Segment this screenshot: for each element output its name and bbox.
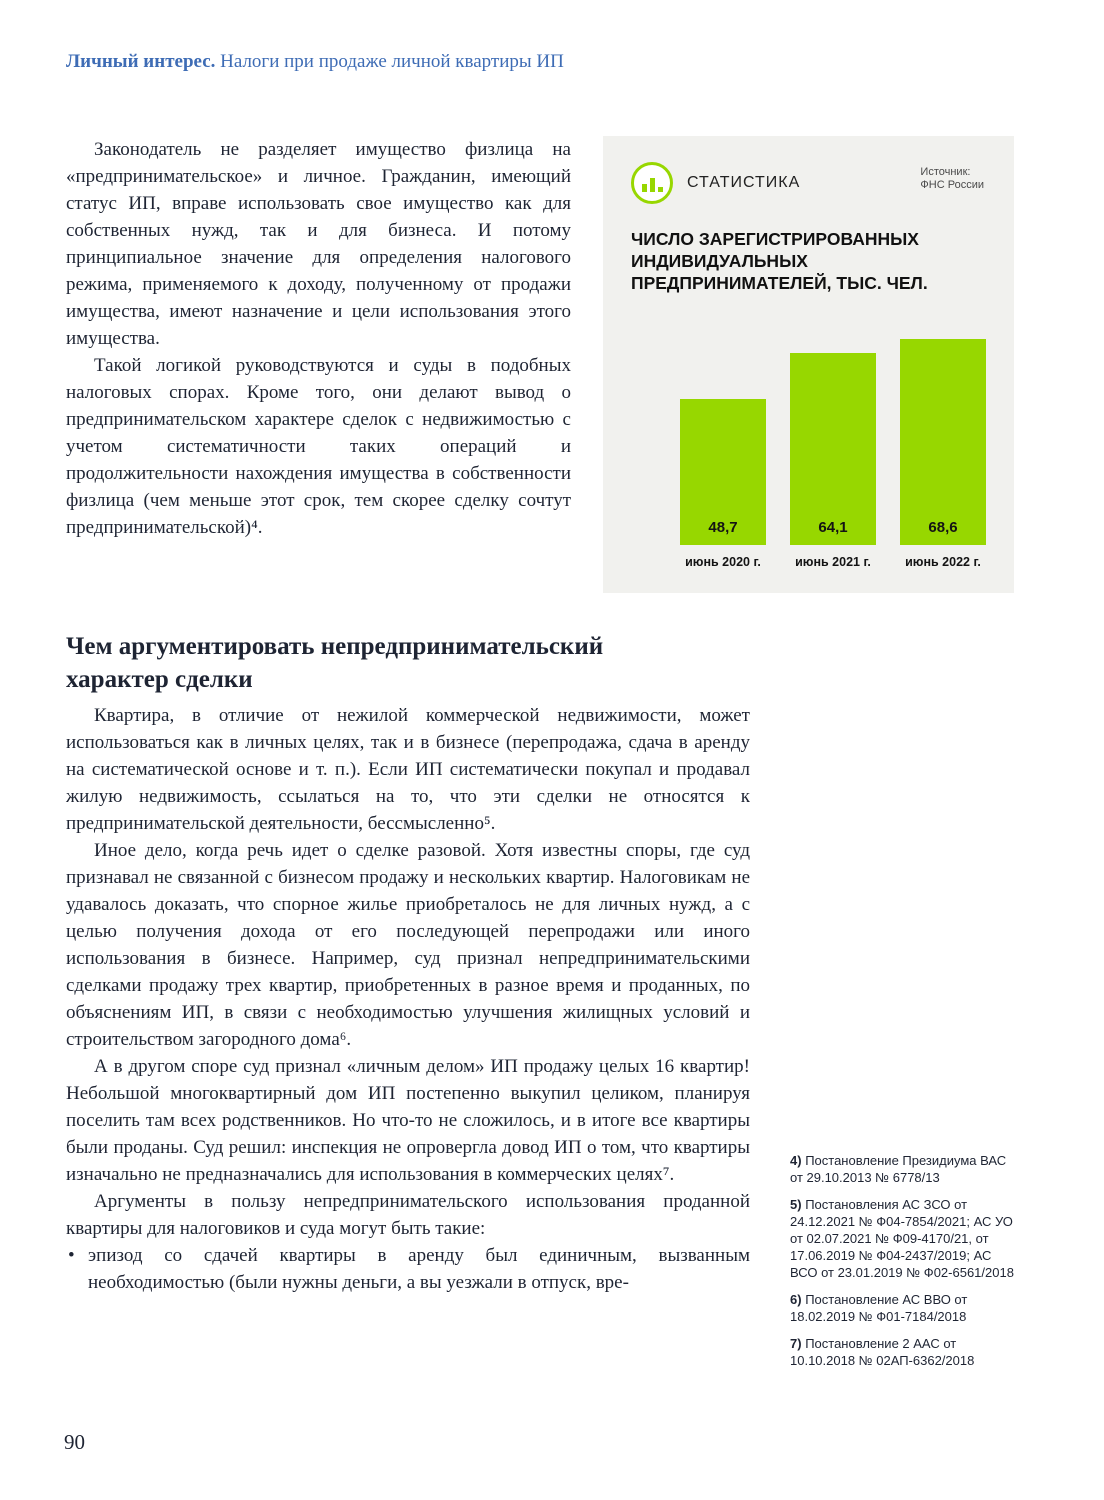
bar-chart-icon-dot [658,187,663,192]
body-paragraph: Квартира, в отличие от нежилой коммерческой недвижимости, может использоваться как в личных целях, так и в бизнесе (перепродажа, сдача в аренду на систематической основе и т. п.). Если ИП систематически покупал и продавал жилую недвижимость, ссылаться на то, что эти сделки не относятся к предпринимательской деятельности, бессмысленно⁵. [66,705,750,834]
footnote-text: Постановление 2 ААС от 10.10.2018 № 02АП-6362/2018 [790,1336,975,1368]
bar-value-label: 48,7 [708,519,738,536]
footnote [790,1196,1016,1281]
chart-category: июнь 2021 г. [795,555,871,569]
chart-bar [680,399,766,545]
footnote-number: 4) [790,1153,802,1168]
footnote-number: 7) [790,1336,802,1351]
statistics-box [603,136,1014,593]
rubric-label: Личный интерес. [66,51,216,72]
body-paragraph: А в другом споре суд признал «личным делом» ИП продажу целых 16 квартир! Небольшой многоквартирный дом ИП постепенно выкупил целиком, планируя поселить там всех родственников. Но что-то не сложилось, и в итоге все квартиры были проданы. Суд решил: инспекция не опровергла довод ИП о том, что квартиры изначально не предназначались для использования в коммерческих целях⁷. [66,1056,750,1185]
bar-chart-icon-bar [650,178,655,192]
chart-bar [900,339,986,545]
body-paragraph: Аргументы в пользу непредпринимательского использования проданной квартиры для налоговиков и суда могут быть такие: [66,1191,750,1239]
footnote-number: 5) [790,1197,802,1212]
bullet-text: эпизод со сдачей квартиры в аренду был единичным, вызванным необходимостью (были нужны деньги, а вы уезжали в отпуск, вре- [88,1245,750,1293]
footnote [790,1291,1016,1325]
page-header [66,50,564,74]
footnote-text: Постановление Президиума ВАС от 29.10.2013 № 6778/13 [790,1153,1007,1185]
bar-chart [631,320,986,545]
bullet-marker: • [68,1245,75,1266]
intro-paragraph: Законодатель не разделяет имущество физлица на «предпринимательское» и личное. Гражданин, имеющий статус ИП, вправе использовать свое имущество как для собственных нужд, так и для бизнеса. И потому принципиальное значение для определения налогового режима, применяемого к доходу, полученному от продажи имущества, имеют назначение и цели использования этого имущества. [66,139,571,349]
bar-chart-icon [631,162,673,204]
chart-category-labels [631,555,986,569]
section-heading: Чем аргументировать непредпринимательский характер сделки [66,633,604,693]
bar-value-label: 64,1 [818,519,848,536]
intro-paragraph: Такой логикой руководствуются и суды в подобных налоговых спорах. Кроме того, они делают вывод о предпринимательском характере сделок с недвижимостью с учетом систематичности таких операций и продолжительности нахождения имущества в собственности физлица (чем меньше этот срок, тем скорее сделку сочтут предпринимательской)⁴. [66,355,571,538]
body-paragraph: Иное дело, когда речь идет о сделке разовой. Хотя известны споры, где суд признавал не связанной с бизнесом продажу и нескольких квартир. Налоговикам не удавалось доказать, что спорное жилье приобреталось не для личных нужд, а с целью получения дохода от его последующей перепродажи или иного использования в бизнесе. Например, суд признал непредпринимательскими сделками продажу трех квартир, приобретенных в разное время и проданных, по объяснениям ИП, в связи с необходимостью улучшения жилищных условий и строительством загородного дома⁶. [66,840,750,1050]
article-title: Налоги при продаже личной квартиры ИП [215,51,564,72]
statistics-source-line: Источник: [920,166,971,178]
bullet-item [66,1242,750,1296]
footnote-text: Постановления АС ЗСО от 24.12.2021 № Ф04-7854/2021; АС УО от 02.07.2021 № Ф09-4170/21, от 17.06.2019 № Ф04-2437/2019; АС ВСО от 23.01.2019 № Ф02-6561/2018 [790,1197,1014,1280]
footnote [790,1335,1016,1369]
footnote [790,1152,1016,1186]
statistics-label: СТАТИСТИКА [687,174,801,191]
bar-value-label: 68,6 [928,519,958,536]
page-number: 90 [64,1430,85,1454]
bar-chart-icon-bar [642,184,647,192]
statistics-source [920,166,984,192]
intro-row [66,136,1014,593]
statistics-source-line: ФНС России [920,179,984,191]
chart-title: ЧИСЛО ЗАРЕГИСТРИРОВАННЫХ ИНДИВИДУАЛЬНЫХ ПРЕДПРИНИМАТЕЛЕЙ, ТЫС. ЧЕЛ. [631,229,928,293]
chart-category: июнь 2022 г. [905,555,981,569]
footnote-number: 6) [790,1292,802,1307]
chart-category: июнь 2020 г. [685,555,761,569]
footnotes-column [790,1152,1016,1379]
intro-text-column [66,136,571,541]
main-text-column [66,702,750,1296]
footnote-text: Постановление АС ВВО от 18.02.2019 № Ф01-7184/2018 [790,1292,968,1324]
chart-bar [790,353,876,545]
